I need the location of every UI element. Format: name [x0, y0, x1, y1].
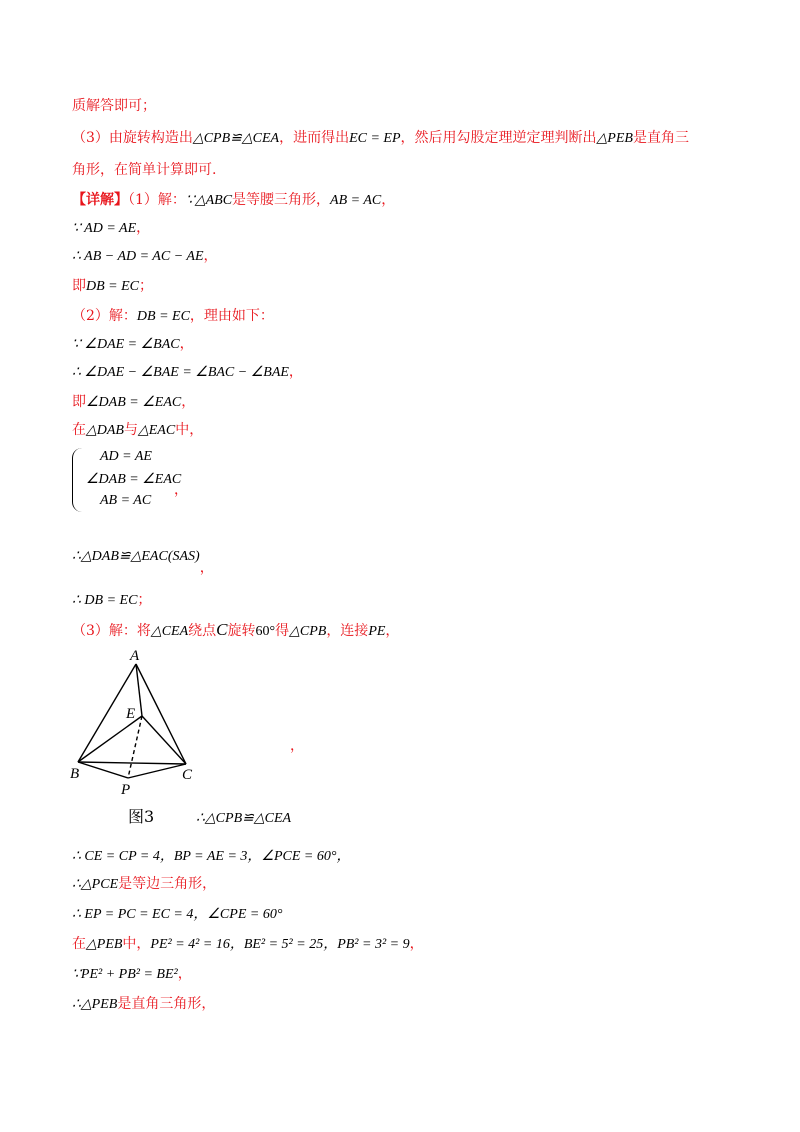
text-line-3 — [72, 160, 216, 180]
math: ∵ AD = AE — [72, 221, 137, 236]
text-line-13 — [72, 546, 214, 576]
text: （3）解：将 — [72, 623, 151, 639]
text-line-15 — [72, 620, 399, 642]
math: ∴ CE = CP = 4，BP = AE = 3，∠PCE = 60°， — [72, 849, 351, 864]
text: 是等边三角形， — [118, 876, 217, 892]
text-line-6 — [72, 246, 218, 267]
text: ， — [177, 966, 192, 982]
text: 旋转 — [227, 623, 256, 639]
text: ， — [179, 336, 194, 352]
math: △EAC — [137, 423, 176, 438]
text: 中， — [122, 936, 151, 952]
label-A: A — [130, 648, 140, 664]
text: （2）解： — [72, 308, 137, 324]
text-line-19 — [72, 904, 282, 925]
math: C — [216, 620, 228, 639]
text: ，进而得出 — [279, 130, 350, 146]
math: ∴△DAB≌△EAC(SAS) — [72, 549, 200, 564]
system-eq-3: AB = AC — [100, 493, 152, 508]
math: DB = EC — [86, 279, 139, 294]
text: 是直角三 — [632, 130, 689, 146]
text-line-18 — [72, 874, 216, 895]
segment-PC — [128, 764, 186, 778]
label-C: C — [182, 767, 193, 783]
text-line-7 — [72, 276, 153, 297]
segment-EC — [142, 716, 186, 764]
text: ； — [137, 592, 152, 608]
text: （3）由旋转构造出 — [72, 130, 193, 146]
text: 中， — [175, 422, 204, 438]
text-line-21 — [72, 964, 192, 985]
text-line-5 — [72, 218, 150, 239]
math: ∵PE² + PB² = BE² — [72, 967, 178, 982]
segment-BE — [78, 716, 142, 762]
segment-BP — [78, 762, 128, 778]
text: 与 — [123, 422, 138, 438]
figure-caption: 图3 — [128, 807, 155, 826]
text-line-17 — [72, 846, 350, 867]
math: ∵△ABC — [185, 193, 233, 208]
text: ， — [199, 560, 214, 576]
system-comma: ， — [174, 482, 188, 498]
math: △CPB — [289, 624, 327, 639]
math: ∠DAB = ∠EAC — [86, 395, 182, 410]
math: DB = EC — [136, 309, 190, 324]
system-eq-2: ∠DAB = ∠EAC — [86, 472, 182, 487]
geometry-figure — [68, 648, 208, 798]
text: ，理由如下： — [189, 308, 274, 324]
math: AB = AC — [330, 193, 382, 208]
detail-label: 【详解】 — [72, 192, 128, 208]
text: ，然后用勾股定理逆定理判断出 — [400, 130, 597, 146]
text: ， — [136, 220, 151, 236]
text: 即 — [72, 278, 86, 294]
text: 在 — [72, 422, 86, 438]
text: 是直角三角形， — [117, 996, 216, 1012]
math: ∵ ∠DAE = ∠BAC — [72, 337, 180, 352]
math: △CPB≌△CEA — [192, 131, 280, 146]
text-line-12 — [72, 420, 203, 441]
text-line-10 — [72, 362, 303, 383]
math: ∴ DB = EC — [72, 593, 138, 608]
system-eq-1: AD = AE — [100, 449, 152, 464]
math: PE² = 4² = 16，BE² = 5² = 25，PB² = 3² = 9 — [150, 937, 410, 952]
math: EC = EP — [349, 131, 401, 146]
system-brace — [72, 448, 83, 512]
math: PE — [368, 624, 386, 639]
text: ， — [409, 936, 424, 952]
math: ∴ EP = PC = EC = 4，∠CPE = 60° — [72, 907, 283, 922]
text: ， — [203, 248, 218, 264]
text: 在 — [72, 936, 86, 952]
math: ∴△CPB≌△CEA — [196, 811, 292, 826]
text-line-1 — [72, 96, 156, 116]
label-P: P — [121, 782, 131, 798]
math: 60° — [255, 624, 276, 639]
text: ； — [139, 278, 153, 294]
math: ∴ AB − AD = AC − AE — [72, 249, 204, 264]
text-line-2 — [72, 128, 689, 149]
math: ∴△PCE — [72, 877, 119, 892]
text: 得 — [275, 623, 290, 639]
text-line-11 — [72, 392, 195, 413]
text: ， — [381, 192, 396, 208]
text: 角形，在简单计算即可. — [72, 162, 217, 178]
text: （1）解： — [128, 192, 186, 208]
text-line-8 — [72, 306, 274, 327]
text-line-9 — [72, 334, 194, 355]
math: △DAB — [86, 423, 124, 438]
math: ∴△PEB — [72, 997, 118, 1012]
text: ，连接 — [326, 623, 369, 639]
segment-AE — [136, 664, 142, 716]
text-line-20 — [72, 934, 424, 955]
segment-BC — [78, 762, 186, 764]
math: △CEA — [150, 624, 189, 639]
figure-comma: ， — [290, 738, 304, 754]
text: 是等腰三角形， — [232, 192, 331, 208]
text: ， — [288, 364, 303, 380]
segment-AC — [136, 664, 186, 764]
label-E: E — [126, 706, 136, 722]
text-line-22 — [72, 994, 215, 1015]
text-line-14 — [72, 590, 151, 611]
text-line-4 — [72, 190, 395, 211]
text: ， — [181, 394, 196, 410]
text: ， — [385, 623, 400, 639]
text: 绕点 — [188, 623, 217, 639]
label-B: B — [70, 766, 80, 782]
text: 质解答即可； — [72, 98, 156, 114]
math: ∴ ∠DAE − ∠BAE = ∠BAC − ∠BAE — [72, 365, 289, 380]
math: △PEB — [596, 131, 633, 146]
text: 即 — [72, 394, 86, 410]
math: △PEB — [86, 937, 123, 952]
text-line-16 — [196, 808, 291, 829]
